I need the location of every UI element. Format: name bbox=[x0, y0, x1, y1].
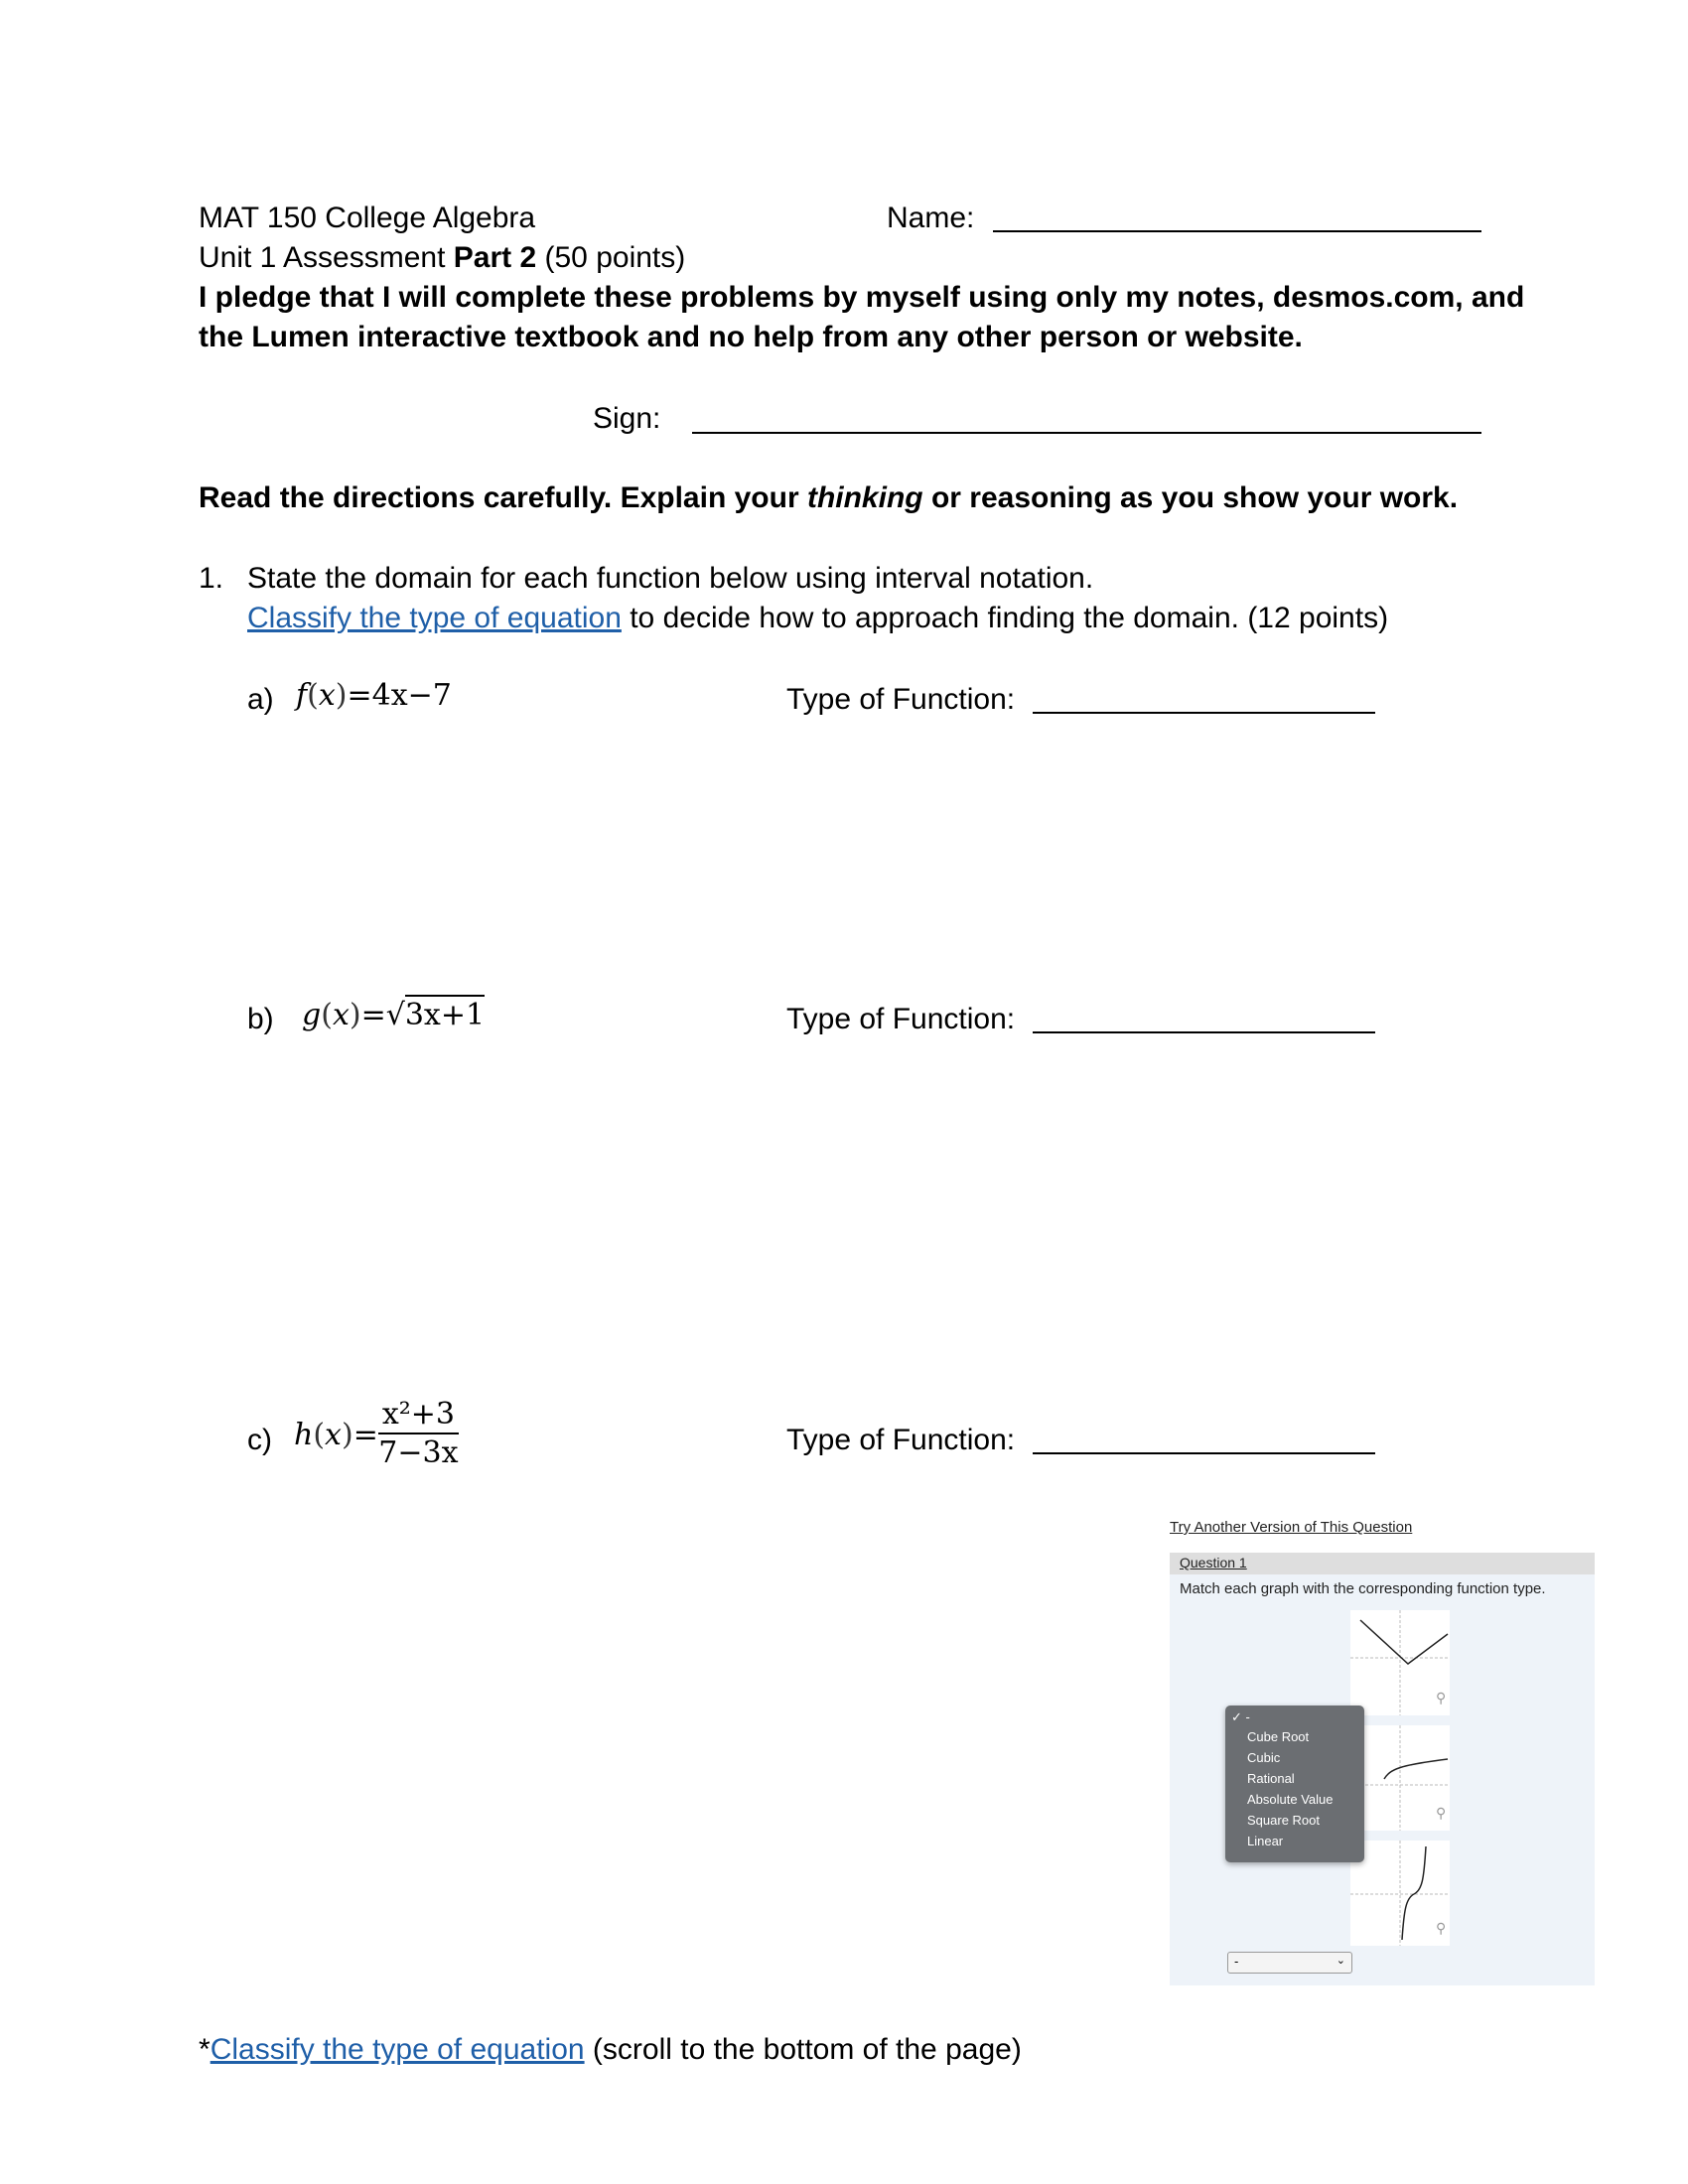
assessment-prefix: Unit 1 Assessment bbox=[199, 241, 454, 274]
question-line-2 bbox=[247, 599, 1388, 638]
menu-option-cubic[interactable]: Cubic bbox=[1247, 1750, 1281, 1765]
function-type-menu bbox=[1225, 1706, 1364, 1862]
menu-selected-option[interactable]: ✓ - bbox=[1231, 1709, 1250, 1724]
sign-field-line[interactable] bbox=[692, 432, 1481, 434]
part-b-fn: g bbox=[302, 998, 322, 1032]
part-c-denominator: 7−3x bbox=[378, 1435, 459, 1470]
part-b-radicand: 3x+1 bbox=[405, 995, 485, 1032]
select-value: - bbox=[1234, 1954, 1239, 1969]
part-b-rhs: =√ bbox=[360, 998, 405, 1032]
assessment-part: Part 2 bbox=[453, 241, 537, 274]
footer-rest: (scroll to the bottom of the page) bbox=[584, 2033, 1022, 2066]
question-line-1: State the domain for each function below using interval notation. bbox=[247, 562, 1094, 595]
footer-asterisk: * bbox=[199, 2033, 211, 2066]
try-another-version-link[interactable]: Try Another Version of This Question bbox=[1170, 1519, 1413, 1536]
directions bbox=[199, 478, 1458, 518]
part-a-type-line[interactable] bbox=[1033, 712, 1375, 714]
chevron-down-icon: ⌄ bbox=[1336, 1955, 1345, 1967]
graph-square-root bbox=[1350, 1725, 1450, 1831]
part-b-type-label: Type of Function: bbox=[786, 1003, 1016, 1035]
function-type-select[interactable] bbox=[1227, 1952, 1352, 1974]
question-line-2-rest: to decide how to approach finding the domain. (12 points) bbox=[621, 602, 1389, 634]
menu-selected-value: - bbox=[1245, 1709, 1250, 1724]
pledge-line-2: the Lumen interactive textbook and no help from any other person or website. bbox=[199, 321, 1303, 353]
zoom-icon[interactable]: ⚲ bbox=[1436, 1920, 1447, 1936]
lumen-question-screenshot bbox=[1170, 1519, 1597, 1985]
menu-option-absolute-value[interactable]: Absolute Value bbox=[1247, 1792, 1334, 1807]
zoom-icon[interactable]: ⚲ bbox=[1436, 1690, 1447, 1706]
name-label: Name: bbox=[887, 202, 975, 234]
graph-absolute-value bbox=[1350, 1610, 1450, 1715]
menu-option-linear[interactable]: Linear bbox=[1247, 1834, 1284, 1848]
part-a-fn: f bbox=[296, 678, 308, 713]
part-b-label: b) bbox=[247, 1003, 274, 1035]
part-a-type-label: Type of Function: bbox=[786, 683, 1016, 716]
part-c-type-line[interactable] bbox=[1033, 1452, 1375, 1454]
directions-emphasis: thinking bbox=[806, 481, 923, 514]
match-prompt: Match each graph with the corresponding function type. bbox=[1180, 1580, 1546, 1597]
zoom-icon[interactable]: ⚲ bbox=[1436, 1805, 1447, 1821]
assessment-title bbox=[199, 238, 685, 278]
part-a-rhs: =4x−7 bbox=[347, 678, 452, 713]
classify-equation-link[interactable]: Classify the type of equation bbox=[247, 602, 622, 634]
part-b-type-line[interactable] bbox=[1033, 1031, 1375, 1033]
part-c-numerator: x²+3 bbox=[378, 1397, 459, 1434]
sign-label: Sign: bbox=[593, 402, 661, 435]
course-title: MAT 150 College Algebra bbox=[199, 202, 536, 234]
part-b-equation: g(x)=√3x+1 bbox=[302, 998, 485, 1032]
directions-before: Read the directions carefully. Explain your bbox=[199, 481, 807, 514]
square-root-graph-svg bbox=[1350, 1725, 1450, 1831]
graph-cube-root bbox=[1350, 1841, 1450, 1946]
part-a-equation: f(x)=4x−7 bbox=[296, 678, 452, 713]
part-c-fn: h bbox=[294, 1417, 314, 1452]
part-a-var: x bbox=[318, 678, 336, 713]
part-c-label: c) bbox=[247, 1424, 272, 1456]
question-number: 1. bbox=[199, 562, 224, 595]
footer-note bbox=[199, 2030, 1022, 2070]
menu-option-square-root[interactable]: Square Root bbox=[1247, 1813, 1320, 1828]
assessment-points: (50 points) bbox=[536, 241, 686, 274]
cube-root-graph-svg bbox=[1350, 1841, 1450, 1946]
part-c-type-label: Type of Function: bbox=[786, 1424, 1016, 1456]
menu-option-cube-root[interactable]: Cube Root bbox=[1247, 1729, 1310, 1744]
part-c-fraction bbox=[378, 1397, 459, 1472]
part-b-var: x bbox=[332, 998, 350, 1032]
part-c-equation: h(x)= $\frac{\text{x²+3}}{7-3x}$ bbox=[294, 1397, 459, 1470]
part-a-label: a) bbox=[247, 683, 274, 716]
question-panel bbox=[1170, 1574, 1595, 1985]
question-tab-bar bbox=[1170, 1553, 1595, 1574]
name-field-line[interactable] bbox=[993, 230, 1481, 232]
absolute-value-graph-svg bbox=[1350, 1610, 1450, 1715]
part-c-var: x bbox=[325, 1417, 342, 1452]
menu-option-rational[interactable]: Rational bbox=[1247, 1771, 1295, 1786]
pledge-line-1: I pledge that I will complete these problems by myself using only my notes, desmos.com, and bbox=[199, 281, 1525, 314]
question-tab[interactable]: Question 1 bbox=[1180, 1555, 1247, 1570]
directions-after: or reasoning as you show your work. bbox=[922, 481, 1459, 514]
footer-classify-link[interactable]: Classify the type of equation bbox=[210, 2033, 585, 2066]
